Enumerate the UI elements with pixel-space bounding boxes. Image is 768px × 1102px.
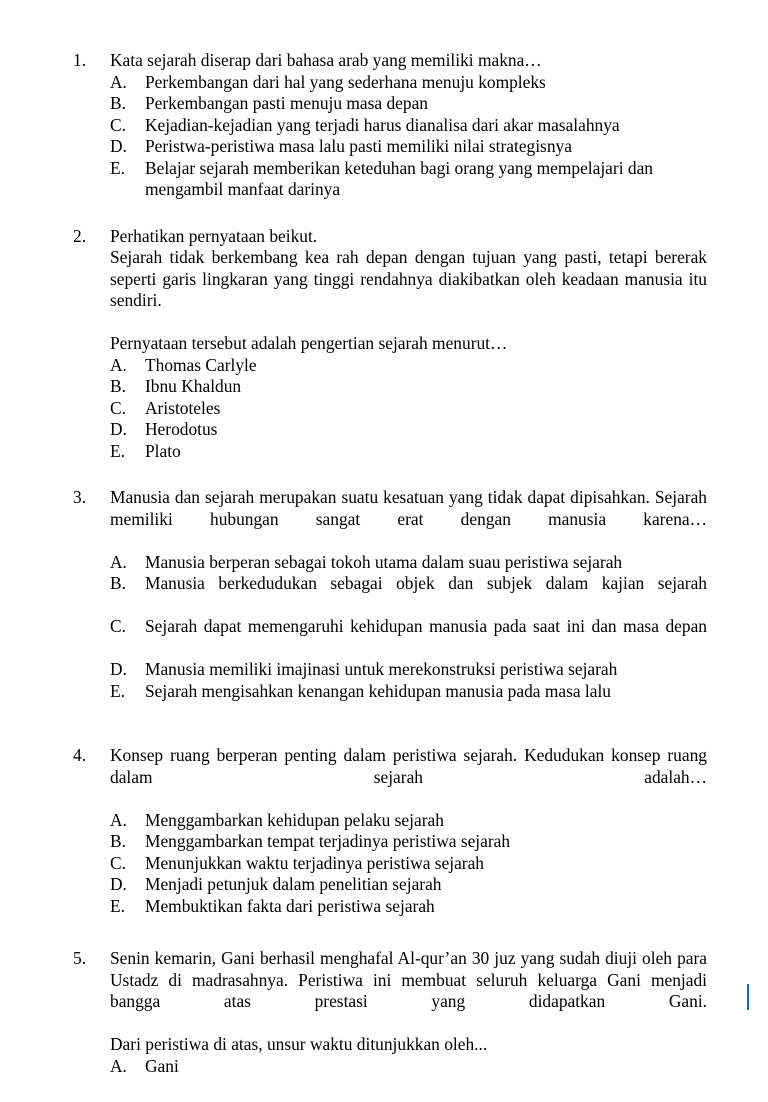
option-3-a[interactable]: [110, 552, 707, 574]
option-text: Ibnu Khaldun: [145, 376, 242, 396]
option-text: Peristwa-peristiwa masa lalu pasti memiliki nilai strategisnya: [145, 136, 572, 156]
question-stem-5: [73, 948, 707, 1056]
question-text-3: Manusia dan sejarah merupakan suatu kesatuan yang tidak dapat dipisahkan. Sejarah memiliki hubungan sangat erat dengan manusia karena…: [110, 487, 707, 529]
option-text: Herodotus: [145, 419, 218, 439]
option-5-a[interactable]: [110, 1056, 707, 1078]
option-3-e[interactable]: [110, 681, 707, 703]
option-4-a[interactable]: [110, 810, 707, 832]
option-text: Menggambarkan kehidupan pelaku sejarah: [145, 809, 444, 830]
question-paragraph-5-1: Dari peristiwa di atas, unsur waktu ditunjukkan oleh...: [110, 1034, 488, 1054]
option-text: Belajar sejarah memberikan keteduhan bagi orang yang mempelajari dan mengambil manfaat darinya: [145, 157, 653, 199]
option-4-d[interactable]: [110, 874, 707, 896]
option-text: Aristoteles: [145, 397, 221, 418]
option-list-4: [73, 810, 707, 918]
option-text: Gani: [145, 1055, 179, 1076]
question-block-1: [73, 50, 707, 201]
question-stem-3: [73, 487, 707, 552]
option-1-c[interactable]: [110, 115, 707, 137]
option-text: Sejarah dapat memengaruhi kehidupan manusia pada saat ini dan masa depan: [145, 616, 707, 636]
option-letter: C.: [110, 616, 126, 636]
option-list-5: [73, 1056, 707, 1078]
question-number-2: 2.: [73, 225, 87, 246]
option-letter: D.: [110, 874, 127, 894]
question-stem-2: [73, 226, 707, 355]
question-number-1: 1.: [73, 50, 87, 70]
option-letter: E.: [110, 440, 125, 461]
question-paragraph-2-2: Pernyataan tersebut adalah pengertian sejarah menurut…: [110, 333, 508, 353]
option-letter: C.: [110, 852, 126, 873]
question-stem-4: [73, 745, 707, 810]
question-number-5: 5.: [73, 948, 87, 968]
option-letter: B.: [110, 93, 126, 113]
option-text: Perkembangan pasti menuju masa depan: [145, 93, 428, 113]
option-letter: E.: [110, 895, 125, 916]
option-2-c[interactable]: [110, 398, 707, 420]
question-text-1: Kata sejarah diserap dari bahasa arab yang memiliki makna…: [110, 50, 542, 70]
option-letter: D.: [110, 136, 127, 156]
option-text: Menggambarkan tempat terjadinya peristiwa sejarah: [145, 831, 511, 851]
question-text-2: Perhatikan pernyataan beikut.: [110, 225, 318, 246]
option-2-b[interactable]: [110, 376, 707, 398]
option-text: Manusia memiliki imajinasi untuk merekonstruksi peristiwa sejarah: [145, 659, 618, 679]
option-text: Thomas Carlyle: [145, 354, 257, 375]
option-letter: A.: [110, 809, 127, 830]
option-1-e[interactable]: [110, 158, 707, 201]
question-text-5: Senin kemarin, Gani berhasil menghafal Al-qur’an 30 juz yang sudah diuji oleh para Ustadz di madrasahnya. Peristiwa ini membuat seluruh keluarga Gani menjadi bangga atas prestasi yang didapatkan Gani.: [110, 948, 707, 1011]
option-text: Membuktikan fakta dari peristiwa sejarah: [145, 895, 435, 916]
option-4-e[interactable]: [110, 896, 707, 918]
option-1-b[interactable]: [110, 93, 707, 115]
text-cursor-icon: [747, 984, 749, 1010]
option-2-d[interactable]: [110, 419, 707, 441]
option-text: Manusia berperan sebagai tokoh utama dalam suau peristiwa sejarah: [145, 551, 623, 572]
question-block-3: [73, 487, 707, 702]
option-2-a[interactable]: [110, 355, 707, 377]
option-1-d[interactable]: [110, 136, 707, 158]
option-letter: A.: [110, 551, 127, 572]
option-4-c[interactable]: [110, 853, 707, 875]
option-list-1: [73, 72, 707, 201]
question-block-2: [73, 226, 707, 463]
option-letter: C.: [110, 114, 126, 135]
option-letter: E.: [110, 157, 125, 178]
question-text-4: Konsep ruang berperan penting dalam peristiwa sejarah. Kedudukan konsep ruang dalam sejarah adalah…: [110, 745, 707, 787]
question-list: [73, 50, 707, 1102]
option-letter: B.: [110, 831, 126, 851]
option-text: Manusia berkedudukan sebagai objek dan subjek dalam kajian sejarah: [145, 573, 707, 593]
option-2-e[interactable]: [110, 441, 707, 463]
option-1-a[interactable]: [110, 72, 707, 94]
option-3-c[interactable]: [110, 616, 707, 659]
option-3-b[interactable]: [110, 573, 707, 616]
question-block-5: [73, 948, 707, 1077]
option-text: Menunjukkan waktu terjadinya peristiwa sejarah: [145, 852, 485, 873]
option-letter: D.: [110, 659, 127, 679]
option-letter: B.: [110, 376, 126, 396]
question-number-4: 4.: [73, 745, 87, 765]
option-text: Menjadi petunjuk dalam penelitian sejarah: [145, 874, 442, 894]
option-letter: A.: [110, 354, 127, 375]
option-letter: D.: [110, 419, 127, 439]
option-text: Perkembangan dari hal yang sederhana menuju kompleks: [145, 71, 546, 92]
question-block-4: [73, 745, 707, 917]
option-list-2: [73, 355, 707, 463]
option-letter: E.: [110, 680, 125, 701]
option-3-d[interactable]: [110, 659, 707, 681]
question-stem-1: [73, 50, 707, 72]
option-list-3: [73, 552, 707, 703]
option-text: Plato: [145, 440, 181, 461]
option-4-b[interactable]: [110, 831, 707, 853]
option-letter: C.: [110, 397, 126, 418]
option-text: Sejarah mengisahkan kenangan kehidupan manusia pada masa lalu: [145, 680, 612, 701]
option-letter: A.: [110, 71, 127, 92]
option-letter: A.: [110, 1055, 127, 1076]
option-letter: B.: [110, 573, 126, 593]
question-number-3: 3.: [73, 487, 87, 507]
option-text: Kejadian-kejadian yang terjadi harus dianalisa dari akar masalahnya: [145, 114, 620, 135]
question-paragraph-2-1: Sejarah tidak berkembang kea rah depan dengan tujuan yang pasti, tetapi bererak seperti garis lingkaran yang tinggi rendahnya diakibatkan oleh keadaan manusia itu sendiri.: [110, 247, 707, 310]
